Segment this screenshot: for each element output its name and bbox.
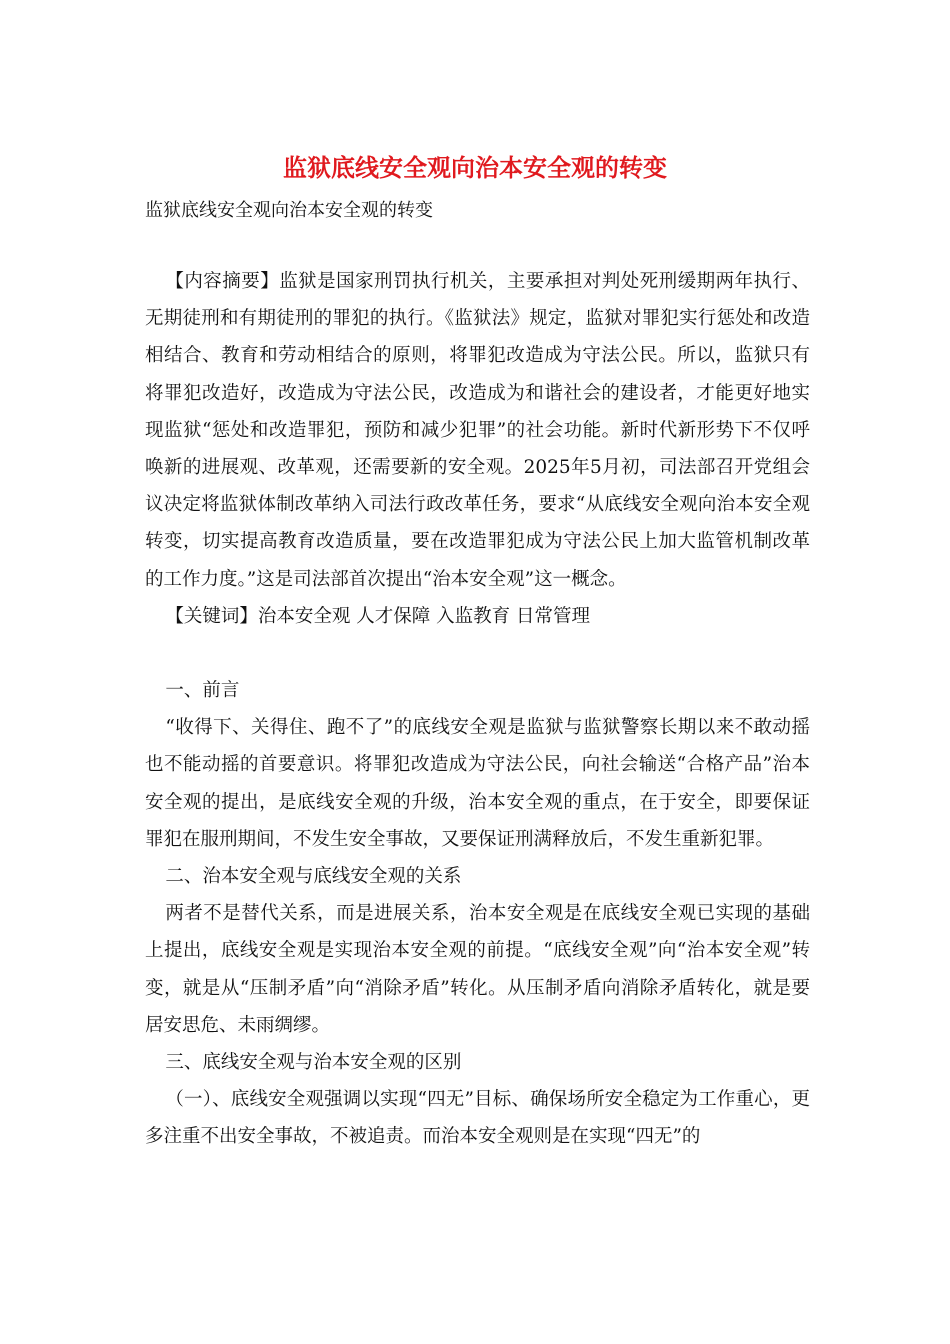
section-3-heading: 三、底线安全观与治本安全观的区别 (165, 1052, 462, 1074)
section-3-body: （一）、底线安全观强调以实现“四无”目标、确保场所安全稳定为工作重心，更多注重不出安全事故，不被追责。而治本安全观则是在实现“四无”的 (145, 1089, 810, 1148)
document-subtitle: 监狱底线安全观向治本安全观的转变 (145, 200, 433, 221)
section-2-body: 两者不是替代关系，而是进展关系，治本安全观是在底线安全观已实现的基础上提出，底线安全观是实现治本安全观的前提。“底线安全观”向“治本安全观”转变，就是从“压制矛盾”向“消除矛盾”转化。从压制矛盾向消除矛盾转化，就是要居安思危、未雨绸缪。 (145, 903, 810, 1036)
document-body (145, 263, 810, 1156)
abstract-paragraph: 【内容摘要】监狱是国家刑罚执行机关，主要承担对判处死刑缓期两年执行、无期徒刑和有期徒刑的罪犯的执行。《监狱法》规定，监狱对罪犯实行惩处和改造相结合、教育和劳动相结合的原则，将罪犯改造成为守法公民。所以，监狱只有将罪犯改造好，改造成为守法公民，改造成为和谐社会的建设者，才能更好地实现监狱“惩处和改造罪犯，预防和减少犯罪”的社会功能。新时代新形势下不仅呼唤新的进展观、改革观，还需要新的安全观。2025年5月初，司法部召开党组会议决定将监狱体制改革纳入司法行政改革任务，要求“从底线安全观向治本安全观转变，切实提高教育改造质量，要在改造罪犯成为守法公民上加大监管机制改革的工作力度。”这是司法部首次提出“治本安全观”这一概念。 (145, 271, 810, 590)
section-1-body: “收得下、关得住、跑不了”的底线安全观是监狱与监狱警察长期以来不敢动摇也不能动摇的首要意识。将罪犯改造成为守法公民，向社会输送“合格产品”治本安全观的提出，是底线安全观的升级，治本安全观的重点，在于安全，即要保证罪犯在服刑期间，不发生安全事故，又要保证刑满释放后，不发生重新犯罪。 (145, 717, 810, 850)
keywords-paragraph: 【关键词】治本安全观 人才保障 入监教育 日常管理 (165, 605, 590, 627)
document-title: 监狱底线安全观向治本安全观的转变 (283, 153, 667, 182)
section-1-heading: 一、前言 (165, 680, 240, 702)
section-2-heading: 二、治本安全观与底线安全观的关系 (165, 866, 462, 888)
paragraph-gap (145, 635, 810, 672)
